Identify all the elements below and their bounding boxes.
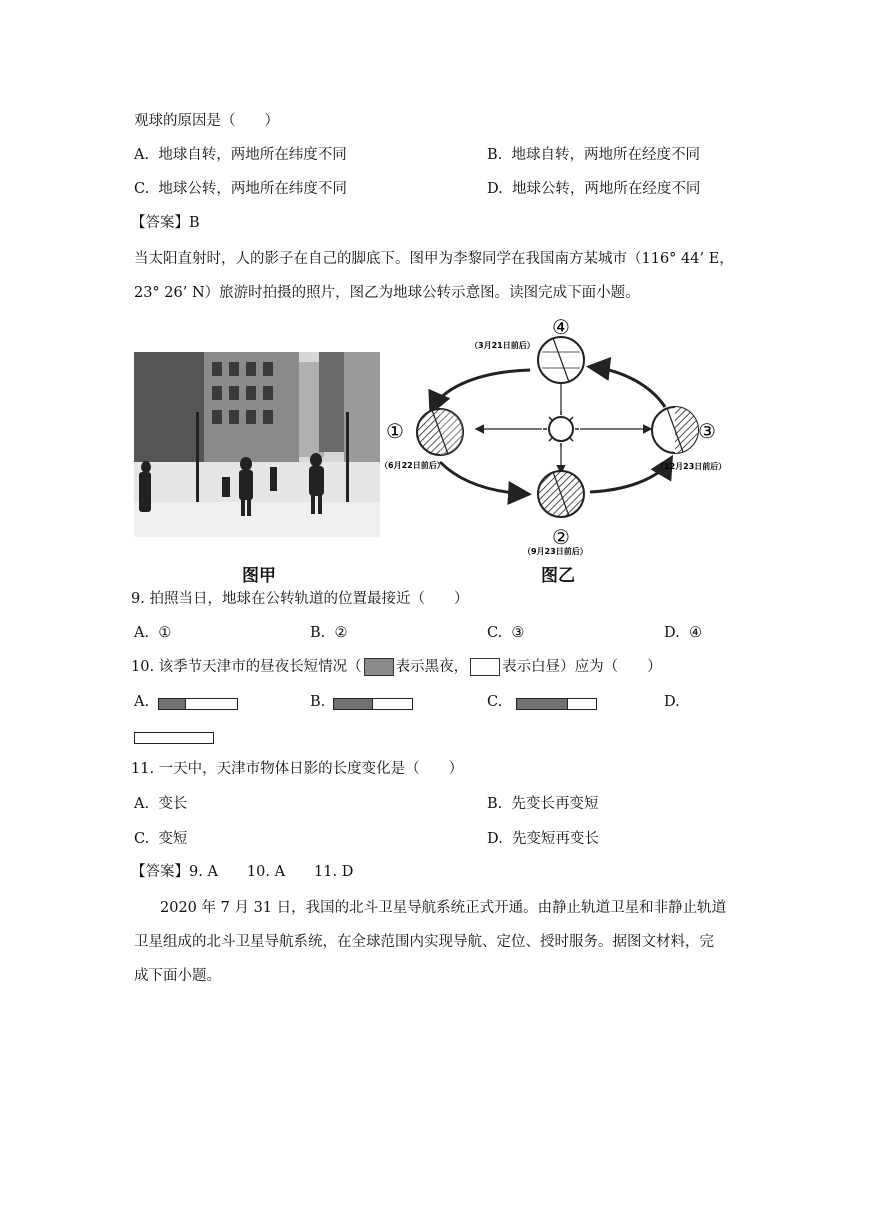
intro-line-1: 当太阳直射时，人的影子在自己的脚底下。图甲为李黎同学在我国南方某城市（116° 44’ E， — [134, 251, 734, 267]
beidou-line-1: 2020 年 7 月 31 日，我国的北斗卫星导航系统正式开通。由静止轨道卫星和非静止轨道 — [160, 900, 727, 916]
q8-option-b: B. 地球自转，两地所在经度不同 — [487, 147, 700, 163]
marker-3: ③ — [698, 419, 716, 443]
night-segment — [517, 699, 568, 709]
sun-icon — [543, 411, 579, 447]
day-legend-swatch — [470, 658, 500, 676]
night-legend-swatch — [364, 658, 394, 676]
q8-option-a: A. 地球自转，两地所在纬度不同 — [134, 147, 347, 163]
figure-a-caption: 图甲 — [242, 566, 276, 586]
q8-option-c: C. 地球公转，两地所在纬度不同 — [134, 181, 347, 197]
q10-option-a-bar — [158, 698, 238, 710]
q11-option-a: A. 变长 — [134, 796, 188, 812]
date-label-4: （3月21日前后） — [470, 341, 535, 350]
q10-option-b-bar — [333, 698, 413, 710]
night-segment — [334, 699, 373, 709]
earth-position-2 — [538, 471, 584, 517]
q11-option-c: C. 变短 — [134, 831, 188, 847]
night-segment — [159, 699, 186, 709]
date-label-1: （6月22日前后） — [380, 461, 445, 470]
q8-stem-tail: 观球的原因是（ ） — [134, 113, 279, 129]
q10-option-a-key: A. — [134, 694, 150, 710]
beidou-line-2: 卫星组成的北斗卫星导航系统，在全球范围内实现导航、定位、授时服务。据图文材料，完 — [134, 934, 714, 950]
q9-option-d: D. ④ — [664, 625, 702, 641]
q11-option-d: D. 先变短再变长 — [487, 831, 599, 847]
q10-option-d-bar — [134, 732, 214, 744]
q8-answer: 【答案】B — [131, 215, 200, 231]
q10-option-b-key: B. — [310, 694, 326, 710]
q8-option-d: D. 地球公转，两地所在经度不同 — [487, 181, 701, 197]
intro-line-2: 23° 26’ N）旅游时拍摄的照片，图乙为地球公转示意图。读图完成下面小题。 — [134, 285, 640, 301]
earth-position-4 — [538, 337, 584, 383]
q10-option-c-key: C. — [487, 694, 503, 710]
date-label-2: （9月23日前后） — [523, 547, 588, 556]
figure-b-caption: 图乙 — [541, 566, 575, 586]
figure-a-photo — [134, 352, 380, 537]
q9-option-a: A. ① — [134, 625, 172, 641]
q9-stem: 9. 拍照当日，地球在公转轨道的位置最接近（ ） — [131, 591, 469, 607]
marker-2: ② — [552, 525, 570, 549]
date-label-3: （12月23日前后） — [656, 462, 727, 471]
q10-stem: 10. 该季节天津市的昼夜长短情况（ 表示黑夜， 表示白昼）应为（ ） — [131, 659, 662, 675]
q9-option-c: C. ③ — [487, 625, 525, 641]
marker-4: ④ — [552, 315, 570, 339]
beidou-line-3: 成下面小题。 — [134, 968, 221, 984]
q11-stem: 11. 一天中，天津市物体日影的长度变化是（ ） — [131, 761, 464, 777]
marker-1: ① — [386, 419, 404, 443]
earth-position-3 — [652, 407, 698, 453]
q10-option-c-bar — [516, 698, 597, 710]
q10-option-d-key: D. — [664, 694, 680, 710]
q11-option-b: B. 先变长再变短 — [487, 796, 599, 812]
earth-revolution-svg — [380, 312, 740, 562]
q9-11-answer: 【答案】9. A 10. A 11. D — [131, 864, 354, 880]
earth-position-1 — [417, 409, 463, 455]
figure-b-diagram — [380, 312, 740, 562]
q9-option-b: B. ② — [310, 625, 348, 641]
street-scene-image — [134, 352, 380, 537]
